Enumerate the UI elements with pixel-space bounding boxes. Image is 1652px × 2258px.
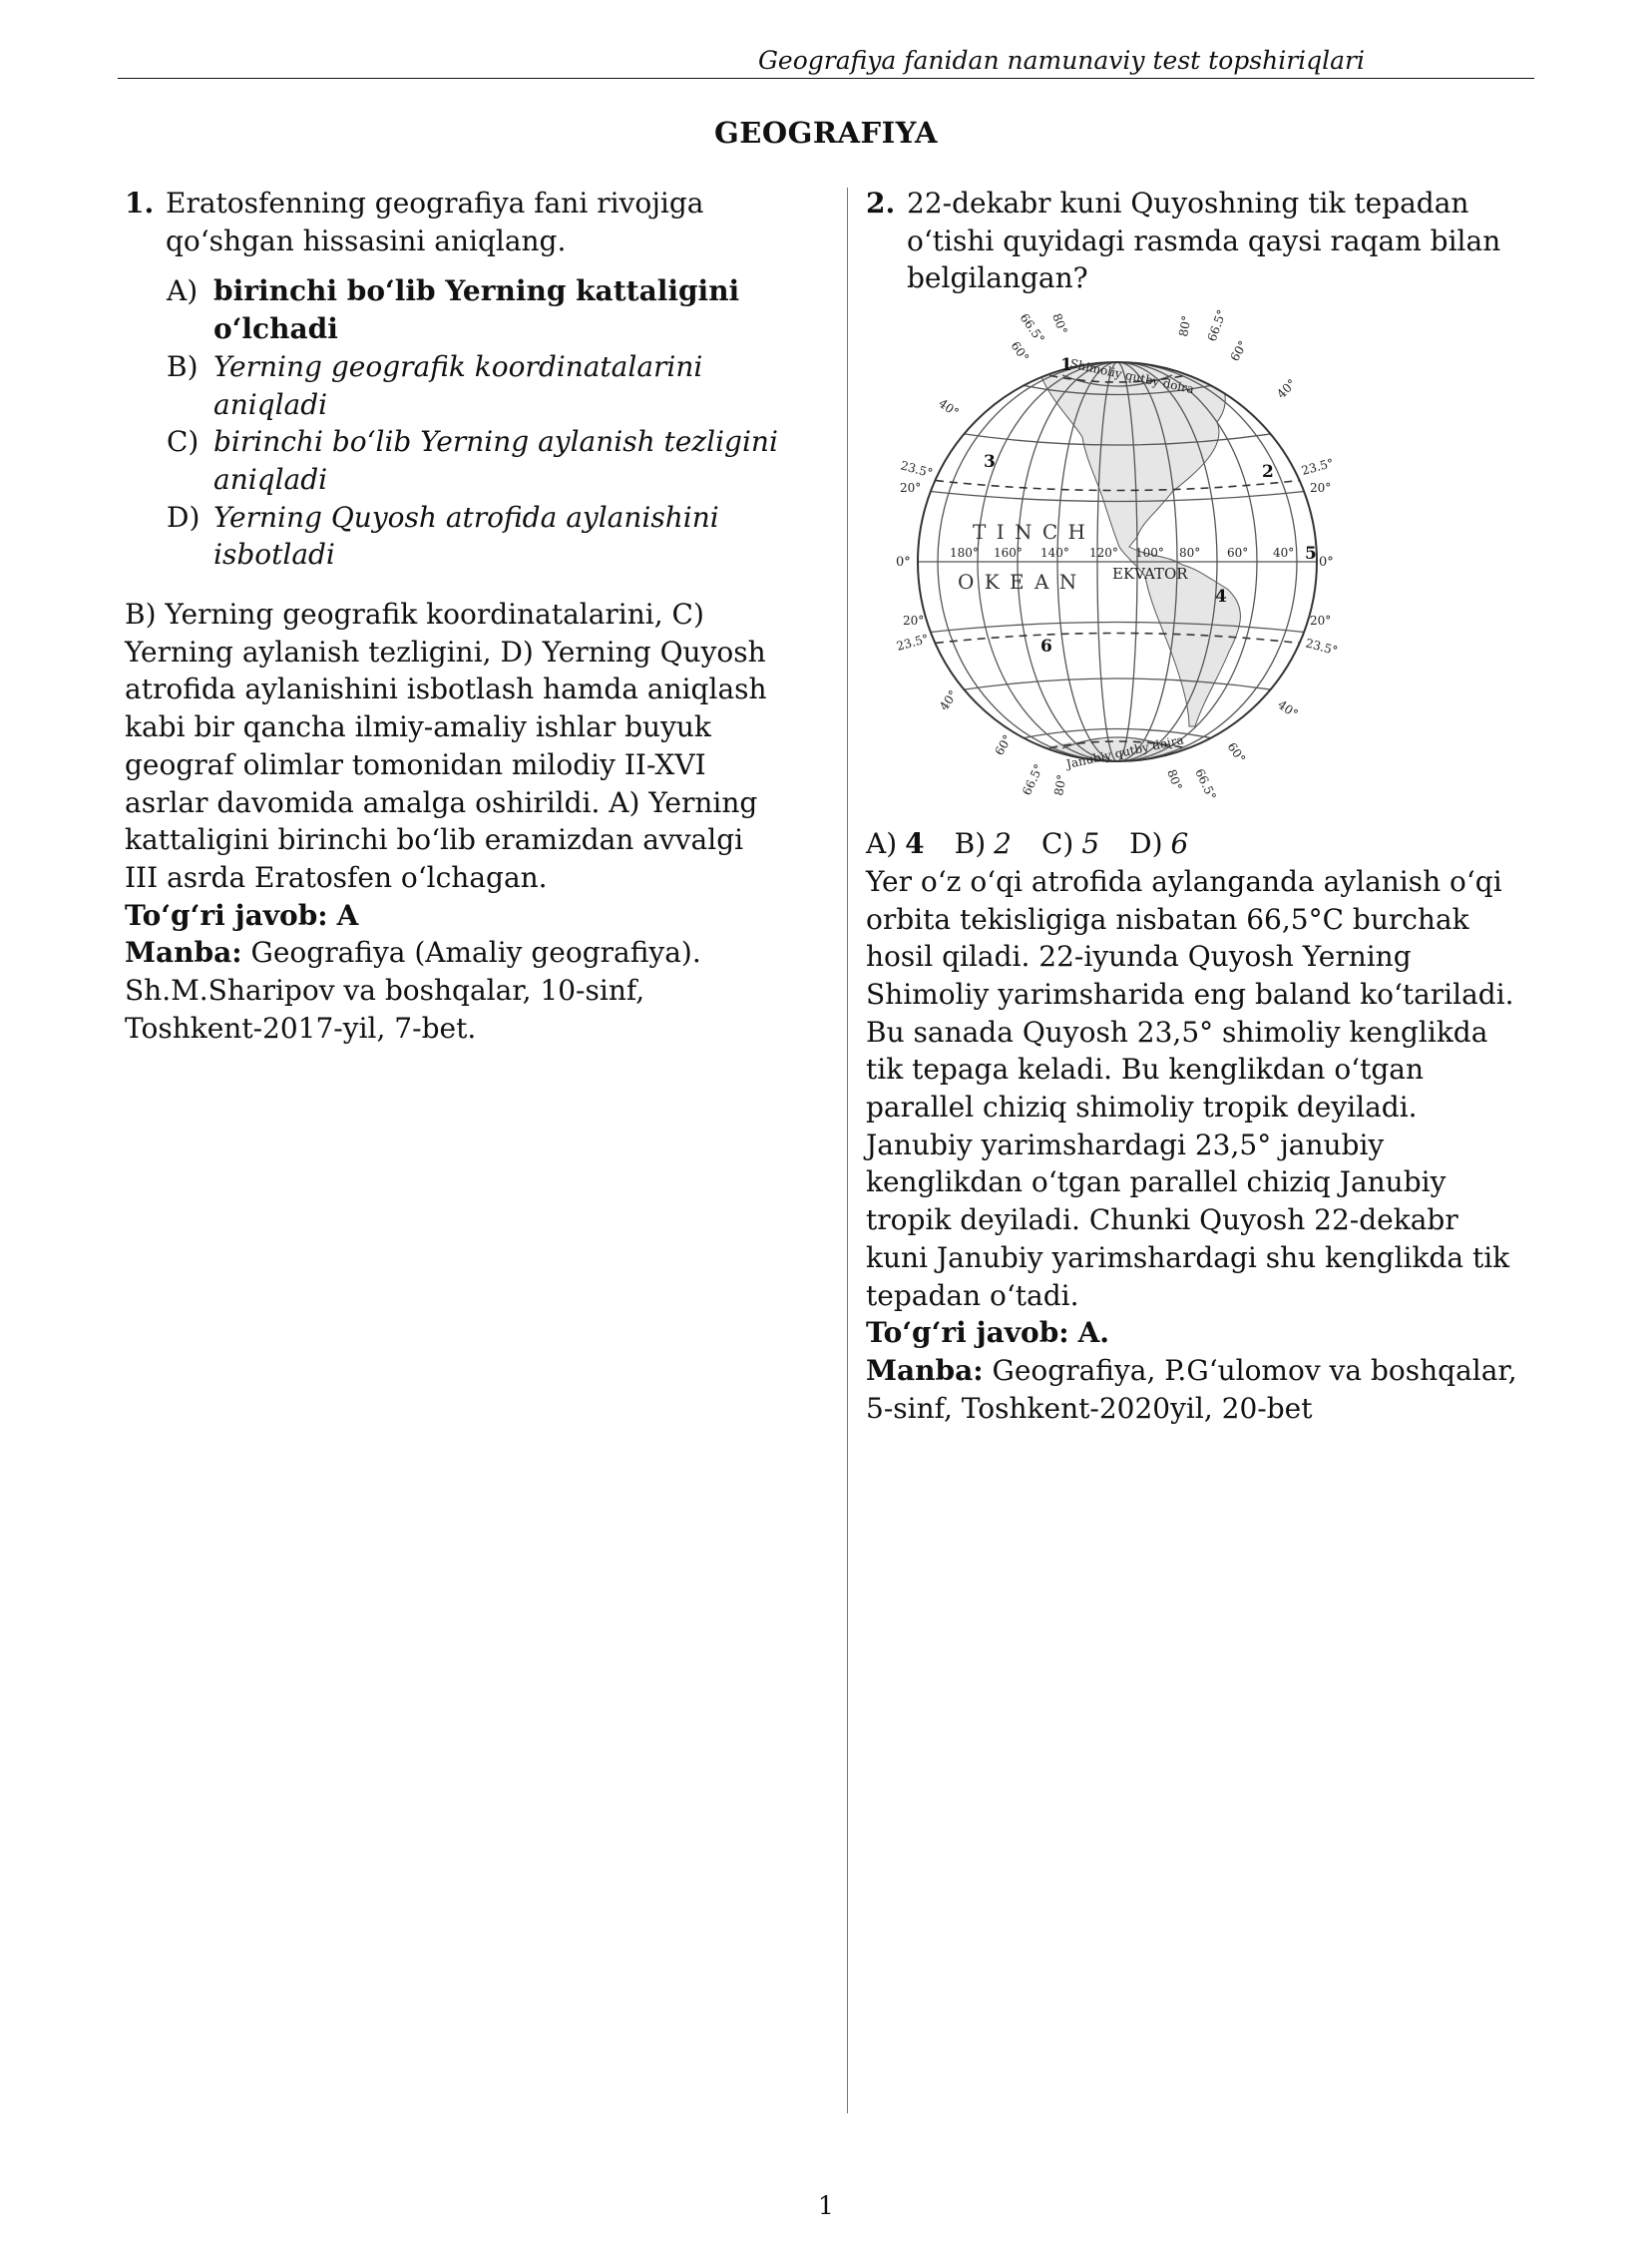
svg-text:66.5°: 66.5° — [1204, 307, 1230, 344]
svg-text:120°: 120° — [1089, 546, 1118, 561]
answer-value: A. — [1077, 1316, 1110, 1350]
source-text: Geografiya (Amaliy geografiya). Sh.M.Sharipov va boshqalar, 10-sinf, Toshkent-2017-yil, 7-bet. — [125, 936, 701, 1045]
globe-figure — [866, 307, 1524, 811]
option-text: birinchi bo‘lib Yerning aylanish tezligini aniqladi — [213, 425, 778, 496]
svg-text:80°: 80° — [1176, 314, 1194, 338]
svg-text:40°: 40° — [1275, 697, 1301, 721]
question-number: 2. — [866, 187, 896, 220]
choice-a: A) 4 — [866, 827, 925, 861]
option-letter: B) — [167, 349, 199, 383]
marker-3: 3 — [984, 452, 996, 473]
option-d — [167, 499, 783, 574]
question-1 — [125, 185, 783, 1047]
svg-text:66.5°: 66.5° — [1192, 766, 1219, 803]
marker-5: 5 — [1305, 544, 1317, 565]
svg-text:80°: 80° — [1049, 311, 1070, 337]
source — [125, 934, 783, 1047]
header-rule — [118, 78, 1534, 79]
svg-text:100°: 100° — [1135, 546, 1164, 561]
svg-text:80°: 80° — [1164, 767, 1185, 793]
marker-1: 1 — [1060, 355, 1072, 376]
option-text: Yerning Quyosh atrofida aylanishini isbotladi — [213, 500, 719, 572]
running-header: Geografiya fanidan namunaviy test topshiriqlari — [757, 46, 1365, 75]
svg-text:40°: 40° — [1274, 376, 1300, 402]
svg-text:60°: 60° — [992, 732, 1016, 758]
column-divider — [847, 188, 848, 2113]
svg-text:23.5°: 23.5° — [1304, 636, 1340, 659]
south-circle-label: Janubiy qutby doira — [1064, 732, 1185, 772]
svg-text:80°: 80° — [1051, 773, 1069, 797]
svg-text:0°: 0° — [896, 555, 911, 571]
svg-text:23.5°: 23.5° — [899, 458, 935, 481]
svg-text:180°: 180° — [950, 546, 979, 561]
svg-text:20°: 20° — [903, 614, 925, 629]
question-2-stem — [866, 185, 1524, 297]
source — [866, 1352, 1524, 1427]
svg-text:23.5°: 23.5° — [895, 632, 931, 655]
marker-4: 4 — [1215, 587, 1227, 608]
globe-illustration — [895, 307, 1340, 811]
question-1-stem — [125, 185, 783, 259]
svg-text:140°: 140° — [1040, 546, 1069, 561]
svg-text:40°: 40° — [1273, 546, 1295, 561]
svg-text:80°: 80° — [1179, 546, 1201, 561]
answer-value: A — [336, 898, 359, 932]
option-a — [167, 272, 783, 347]
svg-text:60°: 60° — [1227, 546, 1249, 561]
source-label: Manba: — [866, 1353, 984, 1387]
option-text: Yerning geografik koordinatalarini aniqladi — [213, 349, 703, 421]
question-text: 22-dekabr kuni Quyoshning tik tepadan o‘tishi quyidagi rasmda qaysi raqam bilan belgilangan? — [907, 187, 1501, 295]
answer-choices — [866, 825, 1524, 863]
option-text: birinchi bo‘lib Yerning kattaligini o‘lchadi — [213, 274, 740, 346]
svg-text:60°: 60° — [1008, 338, 1032, 365]
answer-label: To‘g‘ri javob: — [125, 898, 328, 932]
svg-text:60°: 60° — [1224, 739, 1249, 766]
svg-text:160°: 160° — [994, 546, 1023, 561]
svg-text:23.5°: 23.5° — [1300, 456, 1336, 479]
page-number: 1 — [818, 2191, 834, 2220]
question-2 — [866, 185, 1524, 1427]
svg-text:60°: 60° — [1227, 338, 1251, 364]
correct-answer — [125, 897, 783, 935]
svg-text:66.5°: 66.5° — [1017, 310, 1047, 346]
subject-title: GEOGRAFIYA — [713, 116, 938, 150]
option-b — [167, 348, 783, 423]
explanation: Yer o‘z o‘qi atrofida aylanganda aylanish o‘qi orbita tekisligiga nisbatan 66,5°C burchak hosil qiladi. 22-iyunda Quyosh Yerning Shimoliy yarimsharida eng baland ko‘tariladi. Bu sanada Quyosh 23,5° shimoliy kenglikda tik tepaga keladi. Bu kenglikdan o‘tgan parallel chiziq shimoliy tropik deyiladi. Janubiy yarimshardagi 23,5° janubiy kenglikdan o‘tgan parallel chiziq Janubiy tropik deyiladi. Chunki Quyosh 22-dekabr kuni Janubiy yarimshardagi shu kenglikda tik tepadan o‘tadi. — [866, 864, 1514, 1312]
svg-text:0°: 0° — [1319, 555, 1334, 571]
question-number: 1. — [125, 187, 155, 220]
svg-text:40°: 40° — [936, 687, 961, 713]
answer-label: To‘g‘ri javob: — [866, 1316, 1069, 1350]
ocean-label-2: O K E A N — [958, 570, 1079, 595]
marker-6: 6 — [1040, 637, 1052, 658]
svg-text:20°: 20° — [1310, 481, 1332, 496]
source-text: Geografiya, P.G‘ulomov va boshqalar, 5-sinf, Toshkent-2020yil, 20-bet — [866, 1353, 1517, 1425]
equator-label: EKVATOR — [1112, 565, 1188, 584]
svg-text:20°: 20° — [1310, 614, 1332, 629]
option-c — [167, 423, 783, 498]
option-letter: D) — [167, 500, 201, 534]
ocean-label-1: T I N C H — [973, 520, 1087, 545]
choice-d: D) 6 — [1129, 827, 1189, 861]
correct-answer — [866, 1314, 1524, 1352]
choice-c: C) 5 — [1040, 827, 1100, 861]
north-circle-label: Shimoliy qutby doira — [1068, 356, 1196, 397]
answer-options — [167, 272, 783, 574]
question-text: Eratosfenning geografiya fani rivojiga qo‘shgan hissasini aniqlang. — [166, 187, 704, 257]
source-label: Manba: — [125, 936, 242, 970]
option-letter: A) — [167, 274, 199, 308]
explanation: B) Yerning geografik koordinatalarini, C) Yerning aylanish tezligini, D) Yerning Quyosh atrofida aylanishini isbotlash hamda aniqlash kabi bir qancha ilmiy-amaliy ishlar buyuk geograf olimlar tomonidan milodiy II-XVI asrlar davomida amalga oshirildi. A) Yerning kattaligini birinchi bo‘lib eramizdan avvalgi III asrda Eratosfen o‘lchagan. — [125, 598, 767, 894]
choice-b: B) 2 — [954, 827, 1012, 861]
svg-text:20°: 20° — [900, 481, 922, 496]
marker-2: 2 — [1262, 462, 1274, 483]
svg-text:66.5°: 66.5° — [1020, 761, 1046, 798]
option-letter: C) — [167, 425, 200, 459]
svg-text:40°: 40° — [936, 396, 962, 420]
